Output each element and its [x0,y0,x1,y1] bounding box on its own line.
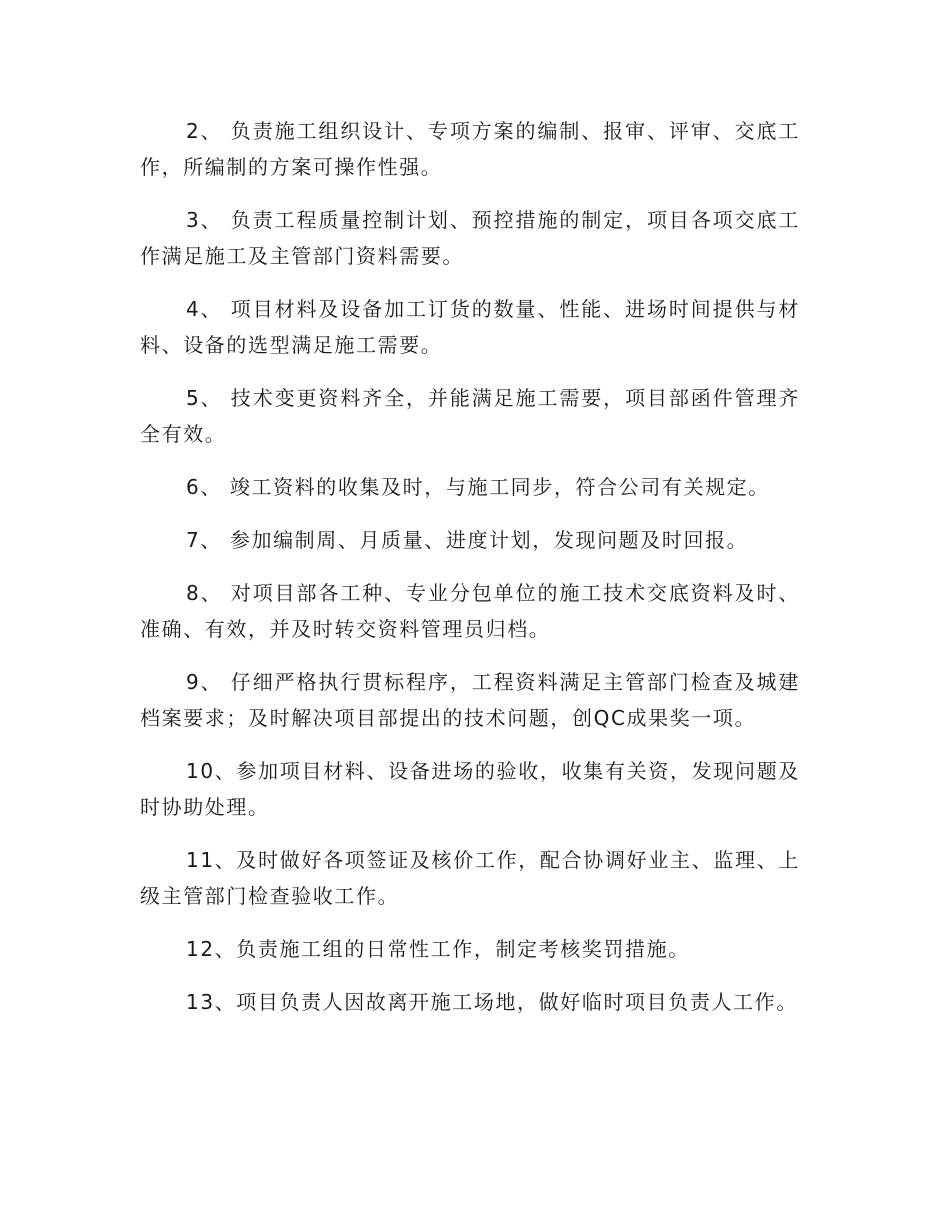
paragraph-item-11: 11、及时做好各项签证及核价工作，配合协调好业主、监理、上级主管部门检查验收工作。 [140,848,800,908]
paragraph-item-2: 2、 负责施工组织设计、专项方案的编制、报审、评审、交底工作，所编制的方案可操作性强。 [140,119,800,179]
paragraph-item-4: 4、 项目材料及设备加工订货的数量、性能、进场时间提供与材料、设备的选型满足施工需要。 [140,297,800,357]
document-body [140,113,800,1037]
paragraph-item-8: 8、 对项目部各工种、专业分包单位的施工技术交底资料及时、准确、有效，并及时转交资料管理员归档。 [140,581,800,641]
paragraph-item-9: 9、 仔细严格执行贯标程序，工程资料满足主管部门检查及城建档案要求；及时解决项目部提出的技术问题，创QC成果奖一项。 [140,670,800,730]
paragraph-item-10: 10、参加项目材料、设备进场的验收，收集有关资，发现问题及时协助处理。 [140,759,800,819]
paragraph-item-6: 6、 竣工资料的收集及时，与施工同步，符合公司有关规定。 [186,475,770,499]
paragraph-item-7: 7、 参加编制周、月质量、进度计划，发现问题及时回报。 [186,528,749,552]
paragraph-item-12: 12、负责施工组的日常性工作，制定考核奖罚措施。 [186,937,690,961]
paragraph-item-5: 5、 技术变更资料齐全，并能满足施工需要，项目部函件管理齐全有效。 [140,386,800,446]
paragraph-item-13: 13、项目负责人因故离开施工场地，做好临时项目负责人工作。 [186,990,798,1014]
paragraph-item-3: 3、 负责工程质量控制计划、预控措施的制定，项目各项交底工作满足施工及主管部门资料需要。 [140,208,800,268]
